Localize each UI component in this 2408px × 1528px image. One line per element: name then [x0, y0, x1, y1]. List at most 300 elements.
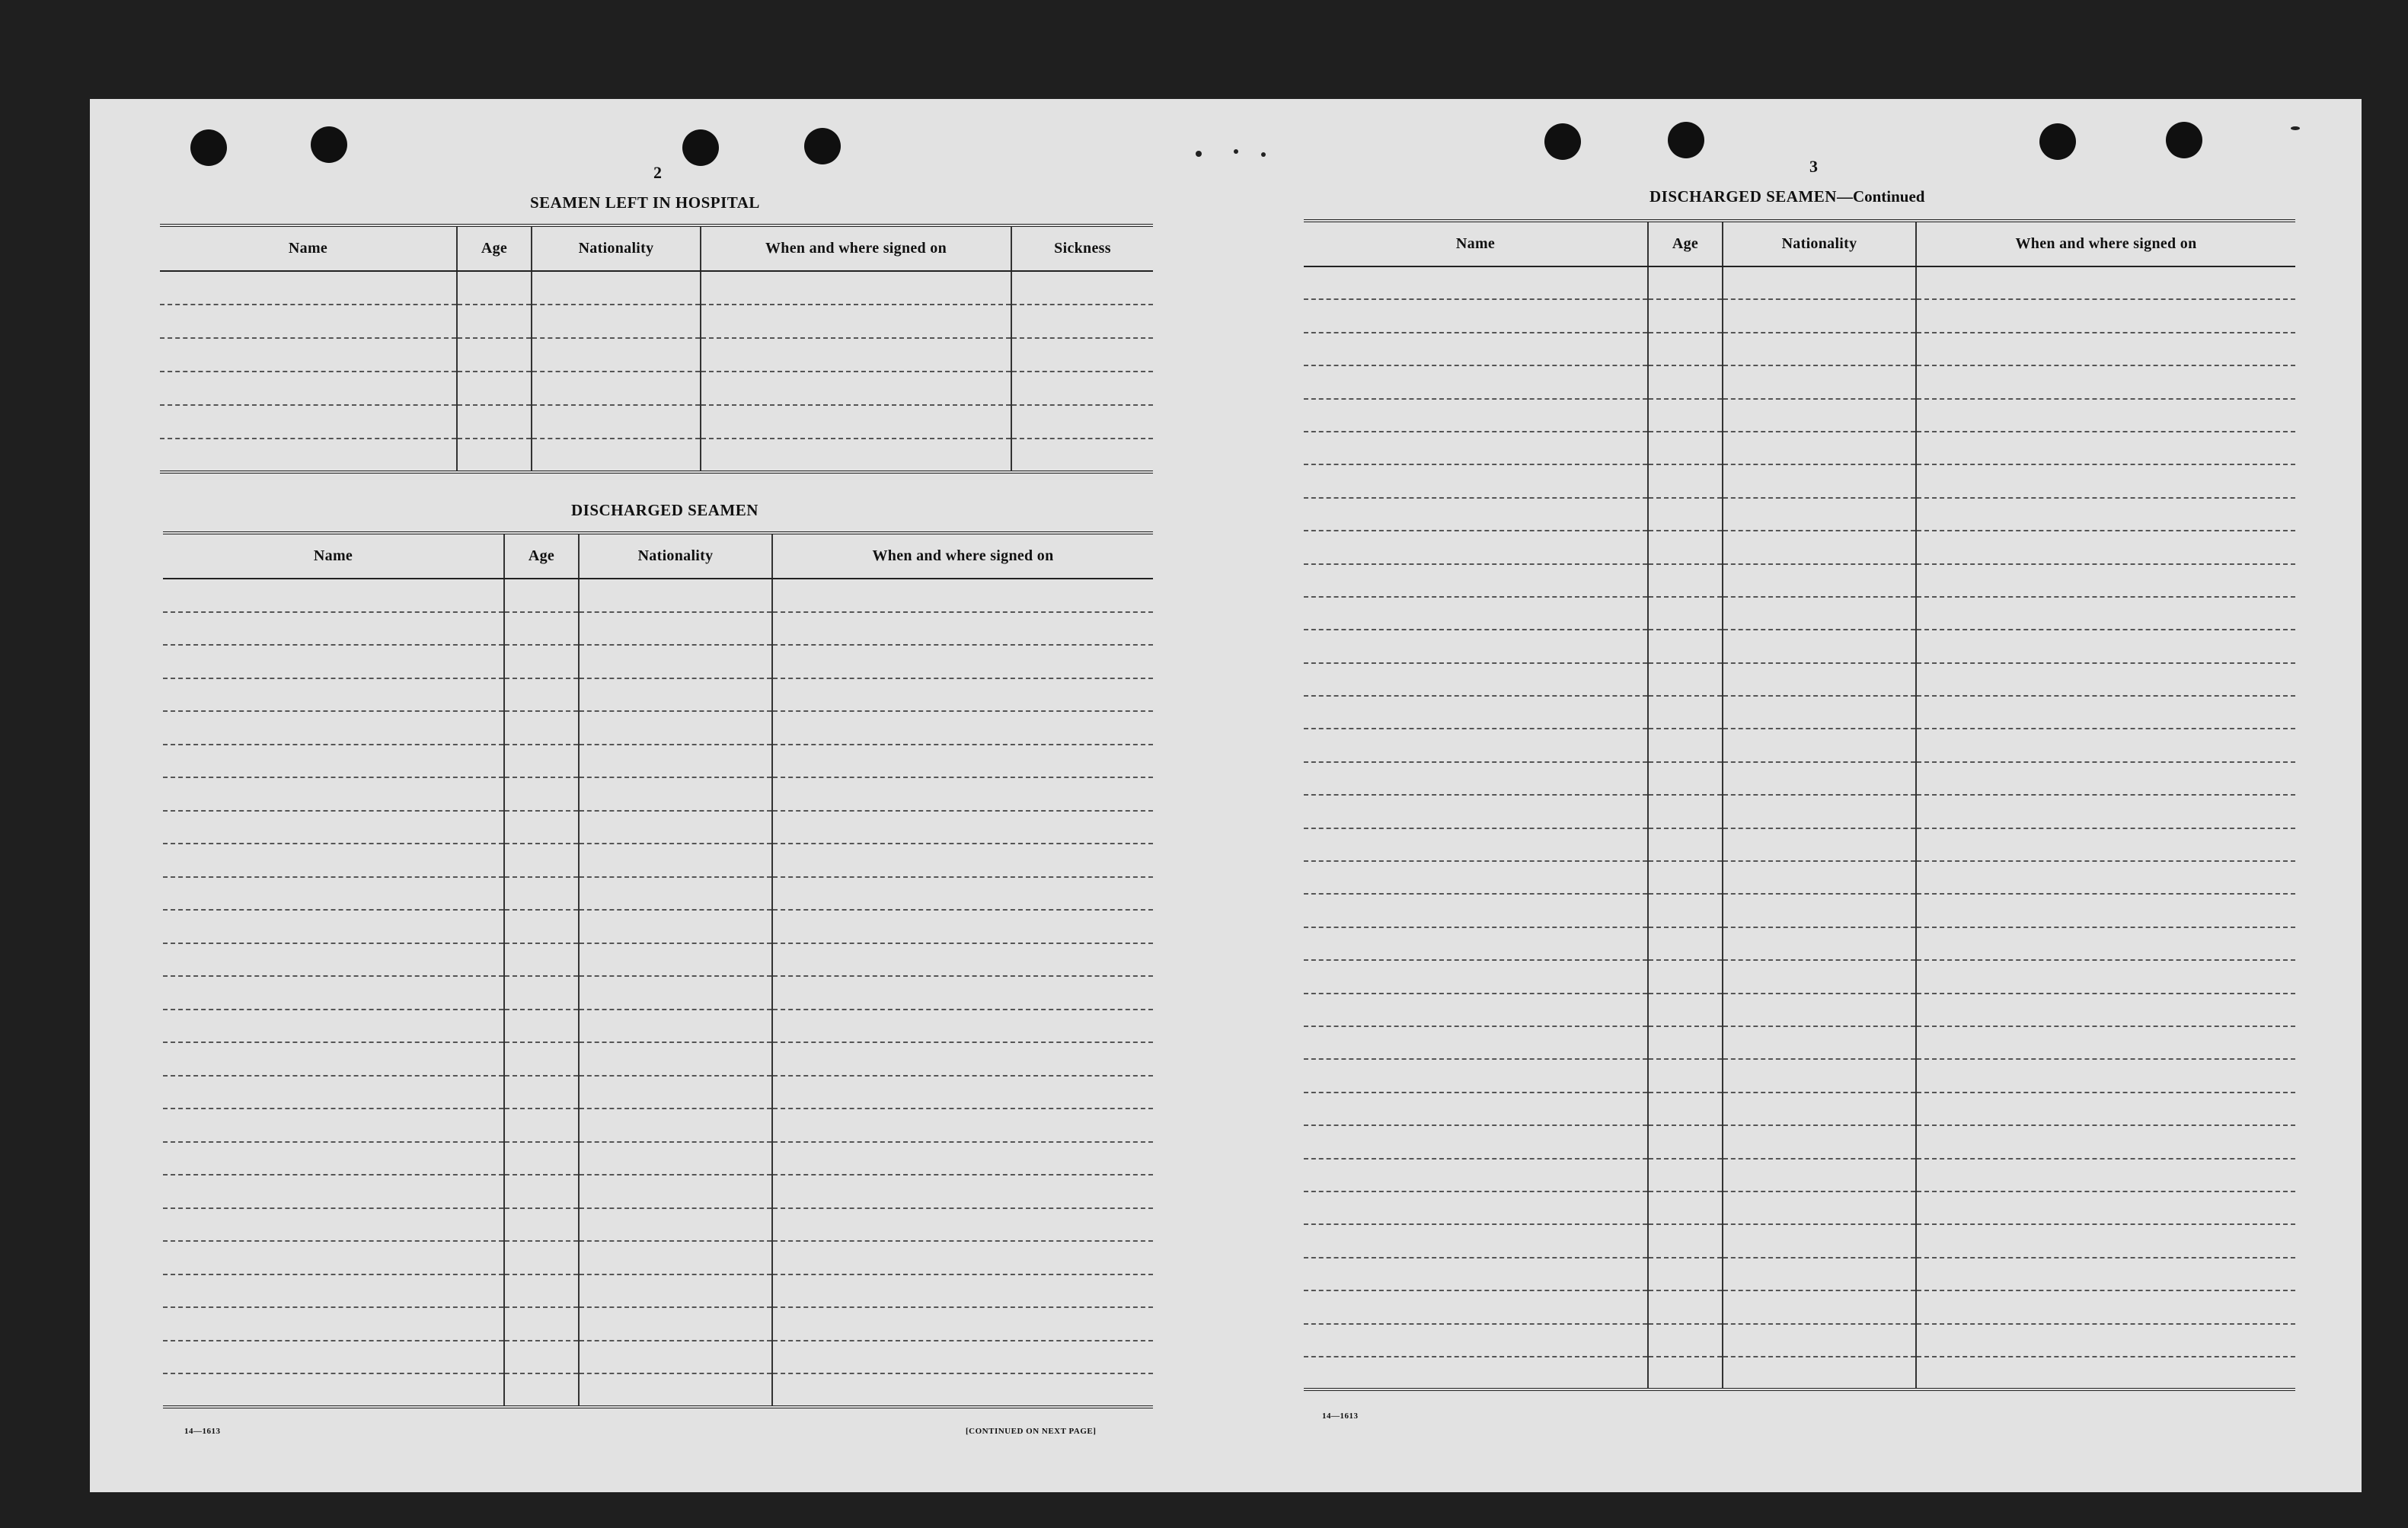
table-cell: [504, 1208, 579, 1242]
table-row: [163, 745, 1153, 778]
table-cell: [457, 338, 532, 372]
table-cell: [1916, 1125, 2295, 1158]
table-cell: [163, 1076, 504, 1109]
table-cell: [1648, 1357, 1723, 1389]
table-cell: [772, 711, 1153, 745]
table-cell: [1723, 1125, 1916, 1158]
table-cell: [504, 1010, 579, 1043]
table-cell: [504, 1109, 579, 1142]
table-cell: [1916, 1059, 2295, 1092]
table-cell: [1916, 365, 2295, 398]
table-row: [160, 372, 1153, 405]
table-cell: [160, 305, 457, 338]
table-cell: [160, 439, 457, 472]
table-cell: [1648, 365, 1723, 398]
table-cell: [1304, 927, 1648, 960]
table-cell: [772, 1307, 1153, 1341]
table-cell: [1648, 828, 1723, 861]
column-header-nationality: Nationality: [1723, 221, 1916, 266]
table-cell: [579, 1010, 772, 1043]
table-cell: [1723, 498, 1916, 531]
table-row: [1304, 894, 2295, 927]
table-cell: [1723, 266, 1916, 299]
page-number-left: 2: [653, 163, 662, 182]
table-row: [1304, 1224, 2295, 1257]
table-cell: [1916, 1357, 2295, 1389]
table-cell: [1304, 1357, 1648, 1389]
table-cell: [1304, 498, 1648, 531]
table-cell: [163, 777, 504, 811]
table-cell: [579, 877, 772, 911]
column-header-age: Age: [1648, 221, 1723, 266]
hospital-table: [160, 224, 1153, 474]
table-cell: [1648, 1125, 1723, 1158]
table-cell: [1304, 663, 1648, 696]
table-cell: [1304, 365, 1648, 398]
table-row: [163, 1142, 1153, 1176]
table-cell: [1648, 795, 1723, 828]
table-cell: [163, 612, 504, 646]
table-cell: [1723, 1258, 1916, 1290]
table-row: [163, 1373, 1153, 1407]
table-row: [1304, 1290, 2295, 1323]
table-cell: [1648, 1258, 1723, 1290]
table-cell: [1304, 1191, 1648, 1224]
table-cell: [579, 1241, 772, 1274]
speck: [1261, 152, 1266, 157]
table-cell: [772, 745, 1153, 778]
table-cell: [504, 1042, 579, 1076]
table-cell: [1723, 927, 1916, 960]
table-cell: [772, 1274, 1153, 1308]
table-row: [1304, 630, 2295, 662]
table-cell: [579, 1341, 772, 1374]
table-cell: [1304, 1290, 1648, 1323]
table-cell: [1648, 1026, 1723, 1059]
table-cell: [163, 910, 504, 943]
table-cell: [1648, 663, 1723, 696]
table-cell: [701, 439, 1011, 472]
table-cell: [163, 976, 504, 1010]
column-header-name: Name: [1304, 221, 1648, 266]
table-cell: [579, 1076, 772, 1109]
table-cell: [504, 1076, 579, 1109]
table-cell: [1648, 994, 1723, 1026]
table-cell: [1723, 1191, 1916, 1224]
table-cell: [701, 405, 1011, 439]
table-cell: [1011, 372, 1153, 405]
table-cell: [1304, 1026, 1648, 1059]
table-cell: [1916, 630, 2295, 662]
table-row: [163, 910, 1153, 943]
table-cell: [504, 612, 579, 646]
table-cell: [772, 579, 1153, 612]
table-row: [1304, 663, 2295, 696]
table-cell: [1916, 498, 2295, 531]
table-cell: [579, 612, 772, 646]
table-cell: [457, 372, 532, 405]
table-cell: [772, 645, 1153, 678]
table-cell: [504, 1307, 579, 1341]
table-cell: [532, 439, 701, 472]
table-row: [1304, 1159, 2295, 1191]
column-header-signed-on: When and where signed on: [701, 225, 1011, 271]
table-row: [163, 844, 1153, 877]
table-cell: [772, 1010, 1153, 1043]
table-cell: [1304, 432, 1648, 464]
table-row: [163, 976, 1153, 1010]
table-cell: [1916, 894, 2295, 927]
table-row: [1304, 1026, 2295, 1059]
table-cell: [1648, 729, 1723, 761]
table-cell: [1916, 960, 2295, 993]
document-sheet: [90, 99, 2362, 1492]
table-cell: [1648, 927, 1723, 960]
table-cell: [504, 1175, 579, 1208]
table-row: [163, 1175, 1153, 1208]
table-cell: [1304, 597, 1648, 630]
table-cell: [160, 338, 457, 372]
table-cell: [1304, 762, 1648, 795]
table-cell: [1916, 531, 2295, 563]
table-cell: [1011, 439, 1153, 472]
column-header-signed-on: When and where signed on: [772, 533, 1153, 579]
table-cell: [1723, 762, 1916, 795]
table-cell: [1304, 861, 1648, 894]
table-row: [160, 305, 1153, 338]
table-cell: [772, 678, 1153, 712]
table-cell: [163, 1109, 504, 1142]
punch-hole: [311, 126, 347, 163]
column-header-nationality: Nationality: [579, 533, 772, 579]
punch-hole: [2039, 123, 2076, 160]
table-cell: [772, 1175, 1153, 1208]
table-cell: [579, 777, 772, 811]
table-cell: [457, 405, 532, 439]
table-cell: [701, 271, 1011, 305]
column-header-age: Age: [504, 533, 579, 579]
table-row: [1304, 564, 2295, 597]
table-cell: [1723, 960, 1916, 993]
table-cell: [1723, 333, 1916, 365]
table-row: [1304, 333, 2295, 365]
column-header-sickness: Sickness: [1011, 225, 1153, 271]
table-cell: [1648, 531, 1723, 563]
table-cell: [1304, 1059, 1648, 1092]
table-cell: [1304, 1224, 1648, 1257]
table-cell: [163, 1142, 504, 1176]
table-cell: [163, 1042, 504, 1076]
table-row: [163, 711, 1153, 745]
table-cell: [1723, 464, 1916, 497]
table-cell: [504, 877, 579, 911]
table-row: [1304, 762, 2295, 795]
table-row: [1304, 696, 2295, 729]
table-cell: [579, 1307, 772, 1341]
table-cell: [1648, 597, 1723, 630]
discharged-section-title: DISCHARGED SEAMEN: [571, 501, 758, 519]
table-cell: [1916, 1290, 2295, 1323]
table-row: [1304, 1059, 2295, 1092]
table-cell: [163, 1307, 504, 1341]
table-cell: [1648, 464, 1723, 497]
table-cell: [1648, 498, 1723, 531]
table-cell: [772, 1241, 1153, 1274]
table-cell: [504, 1241, 579, 1274]
table-cell: [1304, 1324, 1648, 1357]
table-cell: [1304, 1258, 1648, 1290]
table-cell: [1723, 432, 1916, 464]
table-cell: [457, 439, 532, 472]
table-cell: [579, 943, 772, 977]
table-cell: [1916, 299, 2295, 332]
table-cell: [1723, 399, 1916, 432]
table-cell: [504, 844, 579, 877]
table-cell: [504, 777, 579, 811]
table-cell: [1723, 994, 1916, 1026]
table-cell: [504, 645, 579, 678]
table-cell: [163, 943, 504, 977]
table-row: [1304, 1093, 2295, 1125]
table-cell: [532, 405, 701, 439]
table-cell: [1648, 1159, 1723, 1191]
table-cell: [579, 844, 772, 877]
table-cell: [1916, 1224, 2295, 1257]
table-cell: [532, 338, 701, 372]
table-cell: [457, 271, 532, 305]
table-cell: [1916, 663, 2295, 696]
table-cell: [163, 711, 504, 745]
table-cell: [1304, 399, 1648, 432]
table-row: [163, 1241, 1153, 1274]
table-cell: [160, 271, 457, 305]
table-cell: [772, 777, 1153, 811]
table-row: [160, 439, 1153, 472]
table-row: [1304, 1258, 2295, 1290]
discharged-continued-suffix: —Continued: [1836, 187, 1925, 206]
table-cell: [1304, 828, 1648, 861]
table-cell: [1648, 1191, 1723, 1224]
table-cell: [1648, 432, 1723, 464]
table-cell: [701, 372, 1011, 405]
table-cell: [504, 1142, 579, 1176]
table-cell: [772, 1076, 1153, 1109]
table-row: [160, 405, 1153, 439]
table-cell: [1304, 994, 1648, 1026]
table-cell: [163, 811, 504, 844]
table-row: [160, 338, 1153, 372]
table-cell: [1011, 405, 1153, 439]
table-cell: [579, 1042, 772, 1076]
column-header-name: Name: [163, 533, 504, 579]
table-cell: [1723, 630, 1916, 662]
table-row: [1304, 828, 2295, 861]
table-cell: [772, 910, 1153, 943]
table-cell: [1723, 1159, 1916, 1191]
table-cell: [163, 1208, 504, 1242]
table-cell: [1723, 696, 1916, 729]
table-cell: [504, 976, 579, 1010]
table-cell: [1304, 795, 1648, 828]
table-cell: [1011, 271, 1153, 305]
table-cell: [1011, 338, 1153, 372]
table-row: [1304, 861, 2295, 894]
table-row: [1304, 498, 2295, 531]
table-row: [163, 877, 1153, 911]
table-cell: [1916, 432, 2295, 464]
table-cell: [772, 877, 1153, 911]
punch-hole: [1668, 122, 1704, 158]
table-row: [163, 678, 1153, 712]
table-row: [163, 612, 1153, 646]
table-cell: [1648, 1324, 1723, 1357]
table-cell: [1916, 828, 2295, 861]
table-cell: [163, 1175, 504, 1208]
table-row: [163, 645, 1153, 678]
table-cell: [1723, 299, 1916, 332]
table-cell: [1304, 630, 1648, 662]
table-cell: [1723, 1324, 1916, 1357]
table-cell: [1916, 1159, 2295, 1191]
table-row: [163, 1042, 1153, 1076]
table-row: [163, 1341, 1153, 1374]
table-cell: [579, 745, 772, 778]
table-cell: [1304, 531, 1648, 563]
table-cell: [1723, 531, 1916, 563]
column-header-age: Age: [457, 225, 532, 271]
speck: [1234, 149, 1238, 154]
table-cell: [1723, 894, 1916, 927]
table-cell: [1304, 464, 1648, 497]
table-cell: [1648, 266, 1723, 299]
table-cell: [163, 1274, 504, 1308]
table-cell: [163, 1241, 504, 1274]
punch-hole: [1544, 123, 1581, 160]
table-cell: [163, 1341, 504, 1374]
table-cell: [579, 1175, 772, 1208]
table-cell: [772, 811, 1153, 844]
table-cell: [1723, 1224, 1916, 1257]
table-cell: [163, 678, 504, 712]
table-cell: [504, 678, 579, 712]
table-cell: [163, 645, 504, 678]
table-row: [163, 1274, 1153, 1308]
table-cell: [532, 305, 701, 338]
table-cell: [504, 1373, 579, 1407]
table-cell: [532, 372, 701, 405]
table-cell: [1723, 828, 1916, 861]
table-row: [163, 1208, 1153, 1242]
hospital-section-title: SEAMEN LEFT IN HOSPITAL: [530, 193, 760, 212]
table-cell: [1648, 1290, 1723, 1323]
table-cell: [1304, 1093, 1648, 1125]
table-row: [163, 777, 1153, 811]
table-row: [1304, 597, 2295, 630]
table-row: [1304, 399, 2295, 432]
punch-hole: [682, 129, 719, 166]
table-row: [1304, 432, 2295, 464]
table-cell: [1723, 1290, 1916, 1323]
table-cell: [163, 877, 504, 911]
table-cell: [1011, 305, 1153, 338]
table-cell: [772, 844, 1153, 877]
table-cell: [1916, 729, 2295, 761]
table-cell: [579, 1109, 772, 1142]
table-cell: [772, 1142, 1153, 1176]
table-cell: [772, 1109, 1153, 1142]
table-cell: [504, 1341, 579, 1374]
table-cell: [1648, 696, 1723, 729]
table-cell: [1723, 1059, 1916, 1092]
table-cell: [504, 910, 579, 943]
table-cell: [1304, 696, 1648, 729]
column-header-nationality: Nationality: [532, 225, 701, 271]
table-cell: [163, 579, 504, 612]
punch-hole: [2166, 122, 2202, 158]
form-number-left: 14—1613: [184, 1427, 221, 1436]
table-cell: [504, 579, 579, 612]
table-row: [163, 811, 1153, 844]
table-cell: [504, 711, 579, 745]
table-row: [1304, 365, 2295, 398]
table-cell: [1648, 960, 1723, 993]
table-cell: [1723, 663, 1916, 696]
discharged-table: [163, 531, 1153, 1408]
table-cell: [1648, 861, 1723, 894]
table-cell: [1723, 564, 1916, 597]
table-row: [163, 1076, 1153, 1109]
table-row: [1304, 1357, 2295, 1389]
table-cell: [160, 405, 457, 439]
table-cell: [1648, 1059, 1723, 1092]
table-row: [1304, 1324, 2295, 1357]
table-cell: [1916, 1093, 2295, 1125]
table-cell: [1723, 1093, 1916, 1125]
table-cell: [1648, 894, 1723, 927]
table-cell: [1304, 1125, 1648, 1158]
table-cell: [1916, 927, 2295, 960]
table-row: [1304, 960, 2295, 993]
table-cell: [504, 943, 579, 977]
table-row: [1304, 266, 2295, 299]
table-cell: [1648, 762, 1723, 795]
table-cell: [1916, 399, 2295, 432]
table-cell: [579, 645, 772, 678]
table-cell: [1916, 1258, 2295, 1290]
table-cell: [1304, 266, 1648, 299]
table-cell: [1723, 861, 1916, 894]
table-cell: [1723, 1026, 1916, 1059]
table-cell: [579, 1373, 772, 1407]
table-cell: [772, 1373, 1153, 1407]
table-row: [1304, 994, 2295, 1026]
table-cell: [1648, 1224, 1723, 1257]
table-cell: [1648, 399, 1723, 432]
table-cell: [1304, 729, 1648, 761]
table-cell: [1916, 762, 2295, 795]
table-cell: [772, 943, 1153, 977]
table-row: [1304, 531, 2295, 563]
table-cell: [1304, 299, 1648, 332]
table-cell: [579, 910, 772, 943]
table-cell: [579, 811, 772, 844]
table-row: [160, 271, 1153, 305]
table-cell: [1916, 861, 2295, 894]
table-row: [1304, 795, 2295, 828]
continued-note: [CONTINUED ON NEXT PAGE]: [966, 1427, 1097, 1436]
table-cell: [579, 1274, 772, 1308]
table-cell: [457, 305, 532, 338]
